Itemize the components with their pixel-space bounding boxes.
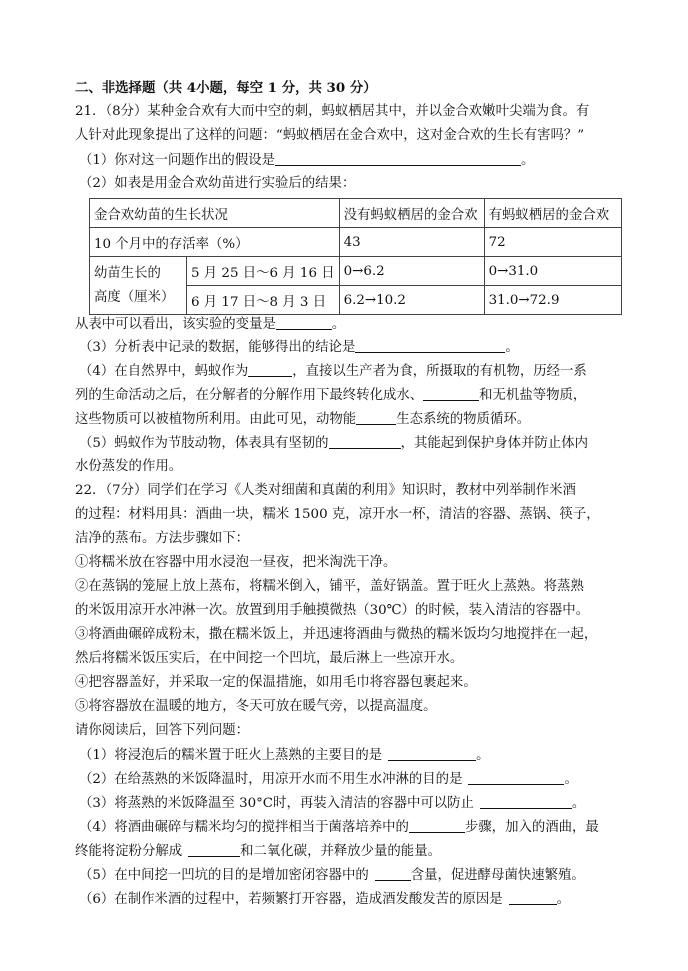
q22-step2-line1: ②在蒸锅的笼屉上放上蒸布，将糯米倒入，铺平，盖好锅盖。置于旺火上蒸熟。将蒸熟 [75, 579, 584, 594]
q22-answer4-text-a: （4）将酒曲碾碎与糯米均匀的搅拌相当于菌落培养中的 [79, 820, 409, 835]
q22-answer2-text: （2）在给蒸熟的米饭降温时，用凉开水而不用生水冲淋的目的是 [79, 772, 463, 787]
answer-blank[interactable] [356, 410, 396, 425]
q22-answer5-text-a: （5）在中间挖一凹坑的目的是增加密闭容器中的 [79, 868, 369, 883]
q21-part4-line2 [75, 386, 586, 405]
q21-part4-text-f: 生态系统的物质循环。 [396, 412, 531, 427]
answer-blank[interactable] [275, 151, 521, 166]
q22-answer6-text: （6）在制作米酒的过程中，若频繁打开容器，造成酒发酸发苦的原因是 [79, 892, 503, 907]
table-row [90, 228, 622, 257]
height-label [90, 257, 187, 315]
q22-answer2-end: 。 [564, 772, 578, 787]
q21-part5-text-b: ，其能起到保护身体并防止体内 [400, 436, 589, 451]
q22-step1: ①将糯米放在容器中用水浸泡一昼夜，把米淘洗干净。 [75, 555, 397, 570]
answer-blank[interactable] [468, 770, 564, 785]
q22-step4: ④把容器盖好，并采取一定的保温措施，如用毛巾将容器包裹起来。 [75, 675, 477, 690]
q22-answer4-line2 [75, 842, 441, 861]
q22-answer1-end: 。 [476, 748, 490, 763]
q22-answer6 [79, 890, 570, 909]
q21-intro-line1: 21．（8分）某种金合欢有大而中空的刺，蚂蚁栖居其中，并以金合欢嫩叶尖端为食。有 [75, 104, 590, 119]
q22-step3-line1: ③将酒曲碾碎成粉末，撒在糯米饭上，并迅速将酒曲与微热的糯米饭均匀地搅拌在一起， [75, 627, 598, 642]
q21-part4-text-c: 列的生命活动之后，在分解者的分解作用下最终转化成水、 [75, 388, 424, 403]
q22-answer4-text-b: 步骤，加入的酒曲，最 [464, 820, 599, 835]
q21-part5-line2: 水份蒸发的作用。 [75, 459, 183, 474]
q22-answer1-text: （1）将浸泡后的糯米置于旺火上蒸熟的主要目的是 [79, 748, 383, 763]
header-ant: 有蚂蚁栖居的金合欢 [484, 199, 621, 228]
table-row [90, 199, 622, 228]
answer-blank[interactable] [329, 434, 401, 449]
q22-answer4-line1 [79, 818, 599, 837]
height-label-line2: 高度（厘米） [94, 289, 175, 305]
height-1-ant: 0→31.0 [484, 257, 621, 286]
answer-blank[interactable] [276, 315, 332, 330]
q22-answer5 [79, 866, 585, 885]
answer-blank[interactable] [388, 746, 476, 761]
period-2: 6 月 17 日～8 月 3 日 [187, 286, 340, 315]
header-no-ant: 没有蚂蚁栖居的金合欢 [339, 199, 484, 228]
q21-part3-end: 。 [505, 340, 519, 355]
q21-part1-text: （1）你对这一问题作出的假设是 [79, 153, 275, 168]
answer-blank[interactable] [188, 842, 240, 857]
q21-part3 [79, 338, 519, 357]
q22-ask: 请你阅读后，回答下列问题： [75, 723, 250, 738]
table-row [90, 257, 622, 286]
q21-part4-text-d: 和无机盐等物质， [479, 388, 587, 403]
q22-answer3-end: 。 [571, 796, 586, 811]
q21-variable-end: 。 [331, 317, 346, 332]
q22-intro-line1: 22．（7分）同学们在学习《人类对细菌和真菌的利用》知识时，教材中列举制作米酒 [75, 483, 576, 498]
survival-no-ant: 43 [339, 228, 484, 257]
q21-part4-line3 [75, 410, 530, 429]
q22-answer1 [79, 746, 490, 765]
height-2-no-ant: 6.2→10.2 [339, 286, 484, 315]
q21-part4-text-b: ，直接以生产者为食，所摄取的有机物，历经一系 [292, 364, 587, 379]
q22-step3-line2: 然后将糯米饭压实后，在中间挖一个凹坑，最后淋上一些凉开水。 [75, 651, 464, 666]
results-table [89, 198, 622, 315]
answer-blank[interactable] [375, 866, 411, 881]
q21-part1 [79, 151, 534, 170]
q21-part4-text-e: 这些物质可以被植物所利用。由此可见，动物能 [75, 412, 357, 427]
period-1: 5 月 25 日～6 月 16 日 [187, 257, 340, 286]
answer-blank[interactable] [509, 890, 557, 905]
q21-variable-text: 从表中可以看出，该实验的变量是 [75, 317, 276, 332]
header-status: 金合欢幼苗的生长状况 [90, 199, 340, 228]
q21-part2: （2）如表是用金合欢幼苗进行实验后的结果： [79, 176, 356, 191]
height-2-ant: 31.0→72.9 [484, 286, 621, 315]
q22-answer2 [79, 770, 578, 789]
q22-answer4-text-c: 终能将淀粉分解成 [75, 844, 183, 859]
q22-intro-line2: 的过程：材料用具：酒曲一块，糯米 1500 克，凉开水一杯，清洁的容器、蒸锅、筷子， [75, 507, 600, 522]
answer-blank[interactable] [423, 386, 479, 401]
q22-answer6-end: 。 [556, 892, 571, 907]
q21-part4-line1 [79, 362, 587, 381]
height-label-line1: 幼苗生长的 [94, 265, 161, 281]
answer-blank[interactable] [409, 818, 465, 833]
q21-variable [75, 315, 345, 334]
q22-intro-line3: 洁净的蒸布。方法步骤如下： [75, 531, 250, 546]
answer-blank[interactable] [248, 362, 292, 377]
q21-intro-line2: 人针对此现象提出了这样的问题：“蚂蚁栖居在金合欢中，这对金合欢的生长有害吗？” [75, 128, 585, 143]
q22-step2-line2: 的米饭用凉开水冲淋一次。放置到用手触摸微热（30℃）的时候，装入清洁的容器中。 [75, 603, 590, 618]
section-title: 二、非选择题（共 4小题，每空 1 分，共 30 分） [75, 80, 377, 96]
survival-label: 10 个月中的存活率（%） [90, 228, 340, 257]
answer-blank[interactable] [480, 794, 572, 809]
q22-answer5-text-b: 含量，促进酵母菌快速繁殖。 [410, 868, 585, 883]
q21-part5-line1 [79, 434, 588, 453]
q22-answer3-text: （3）将蒸熟的米饭降温至 30°C时，再装入清洁的容器中可以防止 [79, 796, 474, 811]
q22-answer3 [79, 794, 585, 813]
q21-part5-text-a: （5）蚂蚁作为节肢动物，体表具有坚韧的 [79, 436, 329, 451]
q22-answer4-text-d: 和二氧化碳，并释放少量的能量。 [240, 844, 441, 859]
q21-part3-text: （3）分析表中记录的数据，能够得出的结论是 [79, 340, 356, 355]
answer-blank[interactable] [355, 338, 505, 353]
q22-step5: ⑤将容器放在温暖的地方，冬天可放在暖气旁，以提高温度。 [75, 699, 437, 714]
height-1-no-ant: 0→6.2 [339, 257, 484, 286]
survival-ant: 72 [484, 228, 621, 257]
q21-part4-text-a: （4）在自然界中，蚂蚁作为 [79, 364, 249, 379]
q21-part1-end: 。 [521, 153, 535, 168]
